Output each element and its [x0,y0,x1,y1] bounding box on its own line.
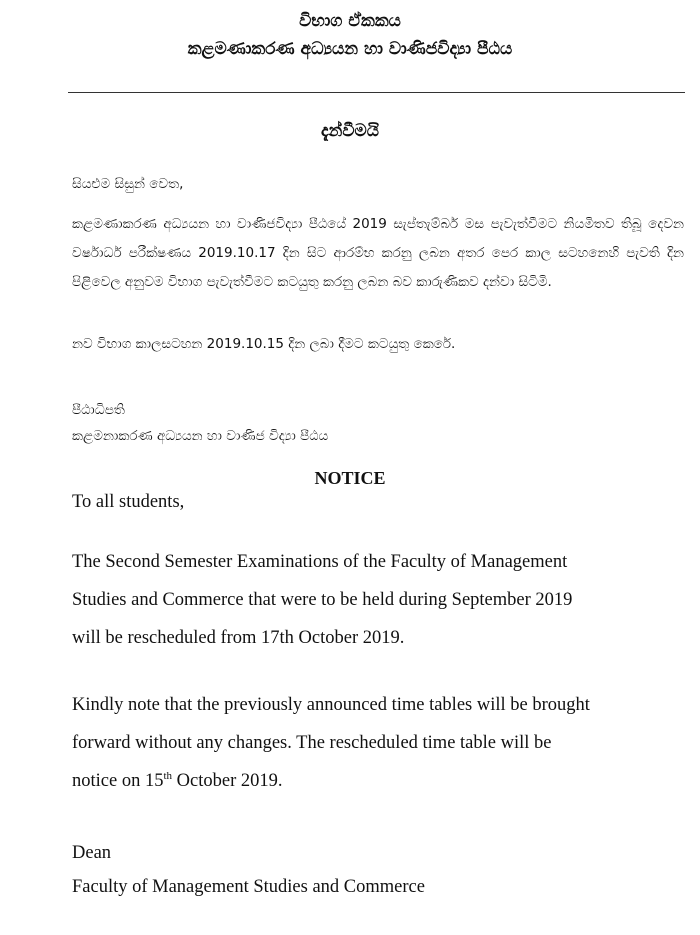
english-paragraph-1-line: will be rescheduled from 17th October 2019. [72,628,405,648]
sinhala-salutation: සියළුම සිසුන් වෙත, [72,176,184,192]
english-paragraph-2-line: forward without any changes. The rescheduled time table will be [72,733,552,753]
sinhala-paragraph-1: කළමණාකරණ අධ්‍යයන හා වාණිජවිද්‍යා පීඨයේ 2019 සැප්තැම්බර් මස පැවැත්වීමට නියමිතව තිබූ දෙවන වර්ෂාර්ධ පරීක්ෂණය 2019.10.17 දින සිට ආරම්භ කරනු ලබන අතර පෙර කාල සටහනෙහි පැවති දින පිළිවෙල අනුවම විභාග පැවැත්වීමට කටයුතු කරනු ලබන බව කාරුණිකව දන්වා සිටිමි. [72,216,684,290]
english-paragraph-1 [72,543,684,657]
english-signatory-faculty: Faculty of Management Studies and Commerce [72,877,425,897]
english-salutation: To all students, [72,492,185,512]
sinhala-notice-title: දැන්වීමයි [320,121,380,141]
header-divider [68,92,685,93]
sinhala-paragraph-2: නව විභාග කාලසටහන 2019.10.15 දින ලබා දීමට කටයුතු කෙරේ. [72,336,456,352]
english-signatory-title: Dean [72,843,112,863]
english-paragraph-2-line: Kindly note that the previously announced time tables will be brought [72,695,590,715]
english-paragraph-1-line: Studies and Commerce that were to be held during September 2019 [72,590,573,610]
sinhala-header-unit: විභාග ඒකකය [299,11,401,31]
english-notice-title: NOTICE [314,468,386,488]
english-paragraph-2-line-last [72,762,684,800]
english-paragraph-2 [72,686,684,800]
date-suffix: October 2019. [172,771,283,791]
sinhala-signatory-faculty: කළමනාකරණ අධ්‍යයන හා වාණිජ විද්‍යා පීඨය [72,428,329,444]
ordinal-suffix: th [163,769,173,782]
sinhala-header-faculty: කළමණාකරණ අධ්‍යයන හා වාණිජවිද්‍යා පීඨය [187,39,513,59]
sinhala-signatory-title: පීඨාධිපති [72,402,125,418]
date-prefix: notice on 15 [72,771,164,791]
english-paragraph-1-line: The Second Semester Examinations of the Faculty of Management [72,552,568,572]
